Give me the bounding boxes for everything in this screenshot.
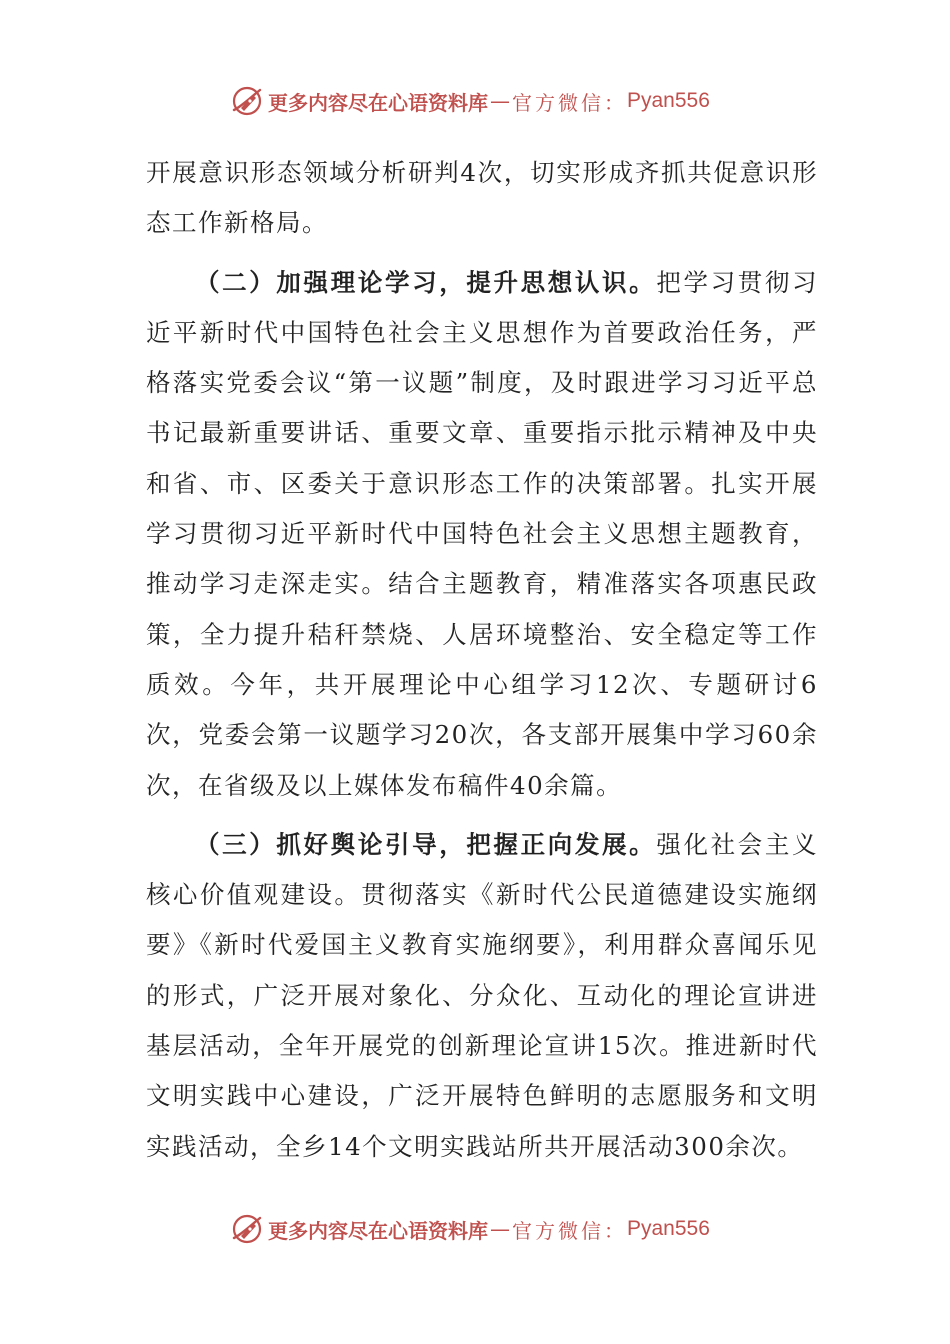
paragraph-3 <box>146 820 818 1172</box>
watermark-label: 官方微信： <box>512 1218 627 1243</box>
paragraph-2-heading: （二）加强理论学习，提升思想认识。 <box>195 267 657 297</box>
watermark-brand: 更多内容尽在心语资料库 <box>268 90 488 115</box>
paragraph-3-heading: （三）抓好舆论引导，把握正向发展。 <box>195 829 657 859</box>
watermark-label: 官方微信： <box>512 90 627 115</box>
watermark-wechat-id: Pyan556 <box>627 89 710 112</box>
watermark-brand: 更多内容尽在心语资料库 <box>268 1218 488 1243</box>
paragraph-2 <box>146 258 818 811</box>
watermark-wechat-id: Pyan556 <box>627 1217 710 1240</box>
paragraph-1-text: 开展意识形态领域分析研判4次，切实形成齐抓共促意识形态工作新格局。 <box>146 158 818 238</box>
document-body <box>146 148 818 1172</box>
pen-nib-icon <box>230 1212 264 1246</box>
watermark-separator: — <box>490 1217 510 1241</box>
pen-nib-icon <box>230 84 264 118</box>
paragraph-3-text: 强化社会主义核心价值观建设。贯彻落实《新时代公民道德建设实施纲要》《新时代爱国主义教育实施纲要》，利用群众喜闻乐见的形式，广泛开展对象化、分众化、互动化的理论宣讲进基层活动，全年开展党的创新理论宣讲15次。推进新时代文明实践中心建设，广泛开展特色鲜明的志愿服务和文明实践活动，全乡14个文明实践站所共开展活动300余次。 <box>146 829 819 1161</box>
paragraph-1 <box>146 148 818 249</box>
watermark-separator: — <box>490 89 510 113</box>
footer-watermark <box>230 1212 710 1246</box>
header-watermark <box>230 84 710 118</box>
paragraph-2-text: 把学习贯彻习近平新时代中国特色社会主义思想作为首要政治任务，严格落实党委会议“第一议题”制度，及时跟进学习习近平总书记最新重要讲话、重要文章、重要指示批示精神及中央和省、市、区委关于意识形态工作的决策部署。扎实开展学习贯彻习近平新时代中国特色社会主义思想主题教育，推动学习走深走实。结合主题教育，精准落实各项惠民政策，全力提升秸秆禁烧、人居环境整治、安全稳定等工作质效。今年，共开展理论中心组学习12次、专题研讨6次，党委会第一议题学习20次，各支部开展集中学习60余次，在省级及以上媒体发布稿件40余篇。 <box>146 267 819 800</box>
